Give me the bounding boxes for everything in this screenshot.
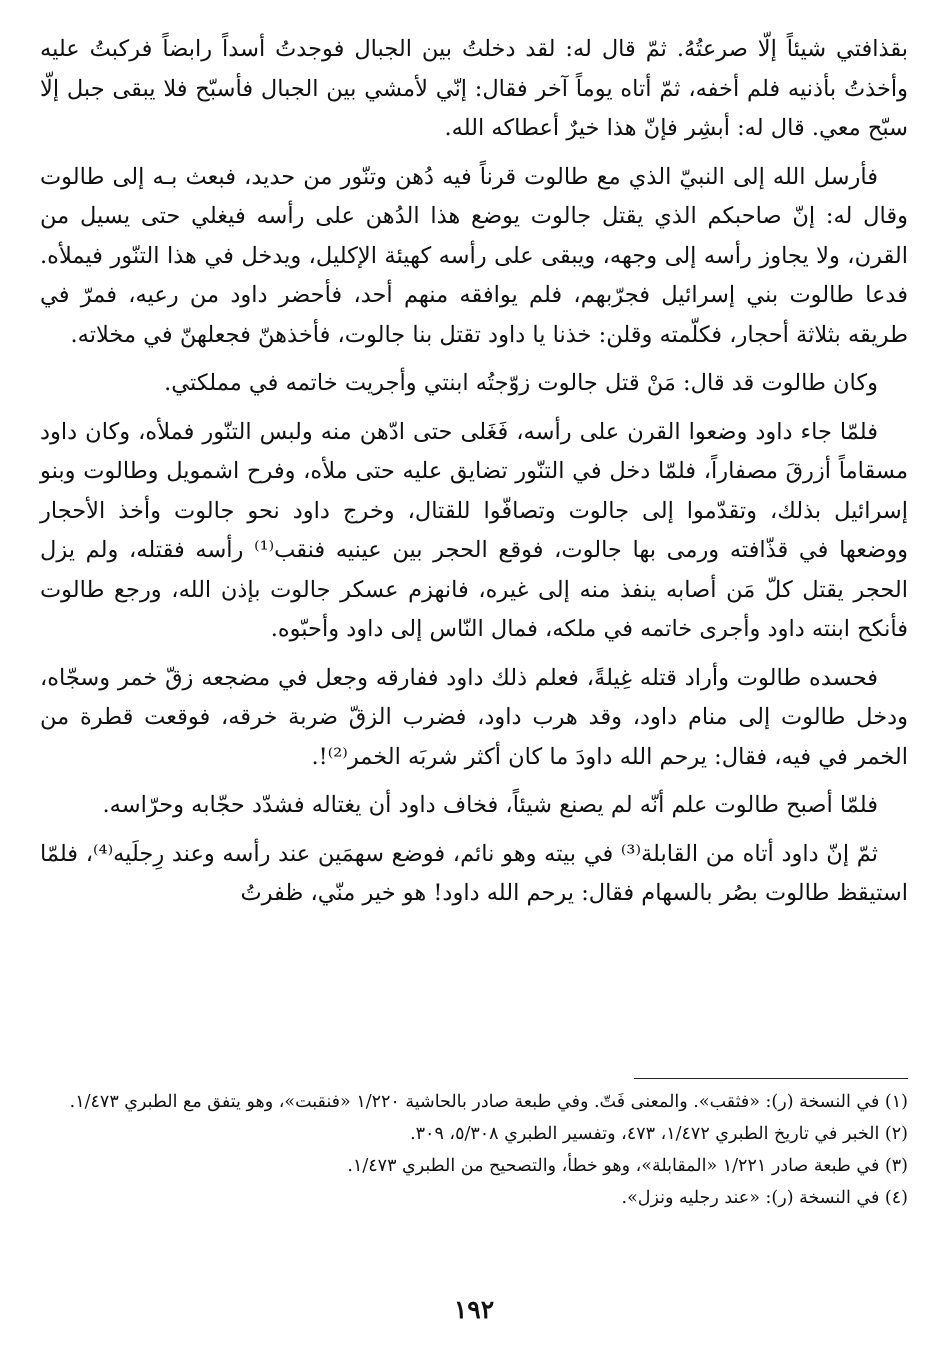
paragraph: فحسده طالوت وأراد قتله غِيلةً، فعلم ذلك داود ففارقه وجعل في مضجعه زقّ خمر وسجّاه، ودخل طالوت إلى منام داود، وقد هرب داود، فضرب الزقّ ضربة خرقه، فوقعت قطرة من الخمر في فيه، فقال: يرحم الله داودَ ما كان أكثر شربَه الخمر⁽²⁾!. [40, 664, 908, 770]
paragraph: بقذافتي شيئاً إلّا صرعتُهُ. ثمّ قال له: لقد دخلتُ بين الجبال فوجدتُ أسداً رابضاً فركبتُ عليه وأخذتُ بأذنيه فلم أخفه، ثمّ أتاه يوماً آخر فقال: إنّي لأمشي بين الجبال فأسبّح فلا يبقى جبل إلّا سبّح معي. قال له: أبشِر فإنّ هذا خيرٌ أعطاكه الله. [40, 36, 908, 141]
paragraph: ثمّ إنّ داود أتاه من القابلة⁽³⁾ في بيته وهو نائم، فوضع سهمَين عند رأسه وعند رِجلَيه⁽⁴⁾، فلمّا استيقظ طالوت بصُر بالسهام فقال: يرحم الله داود! هو خير منّي، ظفرتُ [40, 840, 908, 906]
book-page [40, 30, 908, 1350]
paragraph: فلمّا جاء داود وضعوا القرن على رأسه، فَغَلى حتى ادّهن منه ولبس التنّور فملأه، وكان داود مسقاماً أزرقَ مصفاراً، فلمّا دخل في التنّور تضايق عليه حتى ملأه، وفرح اشمويل وطالوت وبنو إسرائيل بذلك، وتقدّموا إلى جالوت وتصافّوا للقتال، وخرج داود نحو جالوت وأخذ الأحجار ووضعها في قذّافته ورمى بها جالوت، فوقع الحجر بين عينيه فنقب⁽¹⁾ رأسه فقتله، ولم يزل الحجر يقتل كلّ مَن أصابه ينفذ منه إلى غيره، فانهزم عسكر جالوت بإذن الله، ورجع طالوت فأنكح ابنته داود وأجرى خاتمه في ملكه، فمال النّاس إلى داود وأحبّوه. [40, 418, 908, 642]
paragraph: وكان طالوت قد قال: مَنْ قتل جالوت زوّجتُه ابنتي وأجريت خاتمه في مملكتي. [164, 370, 878, 396]
footnote: (١) في النسخة (ر): «فثقب». والمعنى فَتّ. وفي طبعة صادر بالحاشية ١/٢٢٠ «فنقبت»، وهو يتفق مع الطبري ١/٤٧٣. [69, 1092, 908, 1112]
footnote: (٢) الخبر في تاريخ الطبري ١/٤٧٢، ٤٧٣، وتفسير الطبري ٥/٣٠٨، ٣٠٩. [410, 1124, 908, 1144]
footnote: (٣) في طبعة صادر ١/٢٢١ «المقابلة»، وهو خطأ، والتصحيح من الطبري ١/٤٧٣. [347, 1156, 908, 1176]
paragraph: فلمّا أصبح طالوت علم أنّه لم يصنع شيئاً، فخاف داود أن يغتاله فشدّد حجّابه وحرّاسه. [102, 792, 878, 818]
main-text [40, 30, 908, 914]
footnotes [40, 1088, 908, 1216]
footnote: (٤) في النسخة (ر): «عند رجليه ونزل». [621, 1188, 908, 1208]
paragraph: فأرسل الله إلى النبيّ الذي مع طالوت قرناً فيه دُهن وتنّور من حديد، فبعث بـه إلى طالوت وقال له: إنّ صاحبكم الذي يقتل جالوت يوضع هذا الدُهن على رأسه فيغلي حتى يسيل من القرن، ولا يجاوز رأسه إلى وجهه، ويبقى على رأسه كهيئة الإكليل، ويدخل في هذا التنّور فيملأه. فدعا طالوت بني إسرائيل فجرّبهم، فلم يوافقه منهم أحد، فأحضر داود من رعيه، فمرّ في طريقه بثلاثة أحجار، فكلّمته وقلن: خذنا يا داود تقتل بنا جالوت، فأخذهنّ فجعلهنّ في مخلاته. [40, 163, 908, 348]
page-number: ١٩٢ [453, 1295, 495, 1324]
footnote-divider [634, 1078, 908, 1079]
